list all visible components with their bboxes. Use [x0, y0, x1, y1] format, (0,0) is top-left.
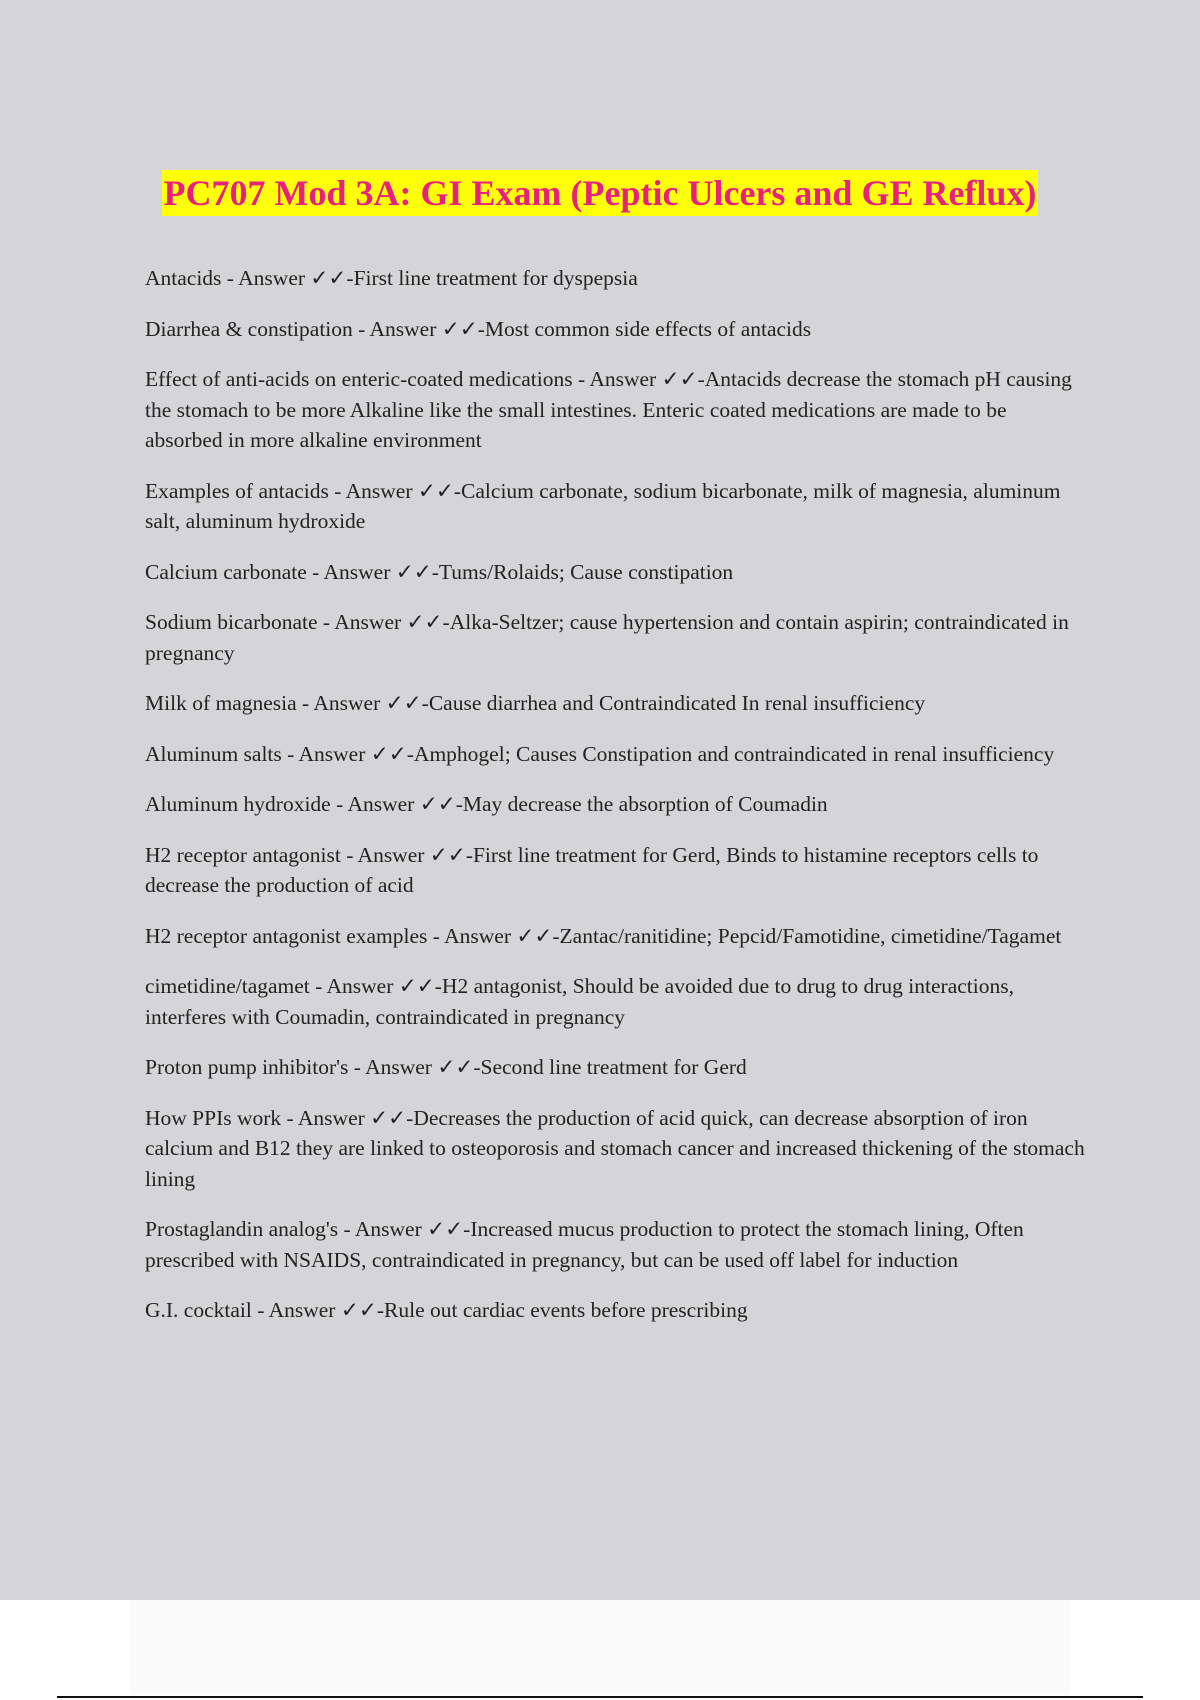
qa-entry-how-ppis-work: How PPIs work - Answer ✓✓-Decreases the production of acid quick, can decrease absorption of iron calcium and B12 they are linked to osteoporosis and stomach cancer and increased thickening of the stomach lining: [145, 1105, 1085, 1191]
title-container: [0, 170, 1200, 216]
qa-entry-milk-of-magnesia: Milk of magnesia - Answer ✓✓-Cause diarrhea and Contraindicated In renal insufficiency: [145, 691, 926, 715]
qa-entry-antacid-examples: Examples of antacids - Answer ✓✓-Calcium carbonate, sodium bicarbonate, milk of magnesia, aluminum salt, aluminum hydroxide: [145, 478, 1061, 533]
qa-entry-sodium-bicarbonate: Sodium bicarbonate - Answer ✓✓-Alka-Seltzer; cause hypertension and contain aspirin; contraindicated in pregnancy: [145, 610, 1069, 665]
qa-entry-h2-examples: H2 receptor antagonist examples - Answer ✓✓-Zantac/ranitidine; Pepcid/Famotidine, cimetidine/Tagamet: [145, 923, 1062, 948]
footer-divider: [57, 1696, 1143, 1698]
qa-entry-enteric-coated: Effect of anti-acids on enteric-coated medications - Answer ✓✓-Antacids decrease the stomach pH causing the stomach to be more Alkaline like the small intestines. Enteric coated medications are made to be absorbed in more alkaline environment: [145, 367, 1072, 452]
qa-entry-ppi: Proton pump inhibitor's - Answer ✓✓-Second line treatment for Gerd: [145, 1055, 747, 1079]
qa-entry-aluminum-salts: Aluminum salts - Answer ✓✓-Amphogel; Causes Constipation and contraindicated in renal insufficiency: [145, 741, 1055, 766]
qa-entry-aluminum-hydroxide: Aluminum hydroxide - Answer ✓✓-May decrease the absorption of Coumadin: [145, 792, 828, 816]
qa-entry-cimetidine: cimetidine/tagamet - Answer ✓✓-H2 antagonist, Should be avoided due to drug to drug interactions, interferes with Coumadin, contraindicated in pregnancy: [145, 974, 1014, 1029]
qa-list: [145, 263, 1085, 1346]
page-footer-area: [130, 1600, 1070, 1695]
document-title: PC707 Mod 3A: GI Exam (Peptic Ulcers and GE Reflux): [162, 170, 1039, 216]
qa-entry-gi-cocktail: G.I. cocktail - Answer ✓✓-Rule out cardiac events before prescribing: [145, 1298, 748, 1322]
qa-entry-prostaglandin: Prostaglandin analog's - Answer ✓✓-Increased mucus production to protect the stomach lining, Often prescribed with NSAIDS, contraindicated in pregnancy, but can be used off label for induction: [145, 1217, 1024, 1272]
qa-entry-antacids: Antacids - Answer ✓✓-First line treatment for dyspepsia: [145, 266, 638, 290]
qa-entry-diarrhea-constipation: Diarrhea & constipation - Answer ✓✓-Most common side effects of antacids: [145, 316, 812, 341]
qa-entry-calcium-carbonate: Calcium carbonate - Answer ✓✓-Tums/Rolaids; Cause constipation: [145, 559, 734, 584]
qa-entry-h2-antagonist: H2 receptor antagonist - Answer ✓✓-First line treatment for Gerd, Binds to histamine receptors cells to decrease the production of acid: [145, 842, 1039, 897]
